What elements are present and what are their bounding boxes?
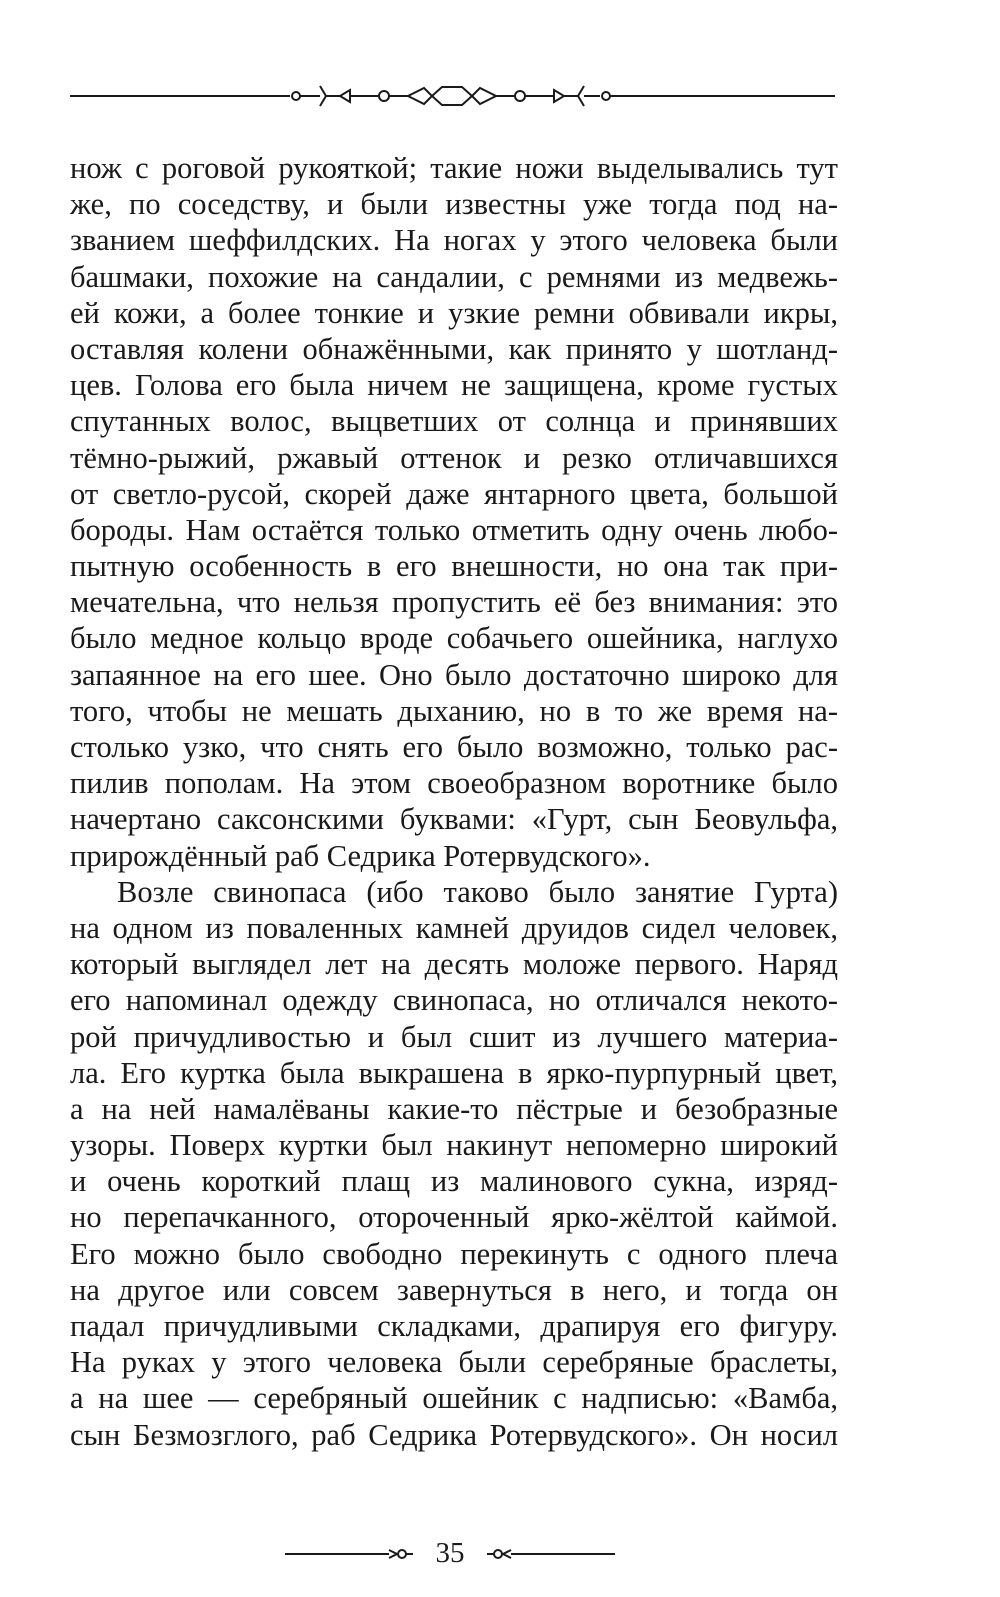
text-line-paragraph-start: Возле свинопаса (ибо таково было занятие Гурта) [117,874,838,909]
text-line: падал причудливыми складками, драпируя его фигуру. [70,1309,838,1343]
text-line: запаянное на его шее. Оно было достаточно широко для [70,657,838,692]
text-line: и очень короткий плащ из малинового сукна, изряд- [70,1164,838,1199]
text-line: мечательна, что нельзя пропустить её без внимания: это [70,585,838,620]
text-line: а на ней намалёваны какие-то пёстрые и безобразные [70,1091,838,1126]
text-line: пилив пополам. На этом своеобразном воротнике было [70,766,838,801]
text-line: тёмно-рыжий, ржавый оттенок и резко отличавшихся [70,440,838,475]
text-line: на другое или совсем завернуться в него, и тогда он [70,1272,838,1307]
text-line: рой причудливостью и был сшит из лучшего материа- [70,1019,838,1054]
text-line: башмаки, похожие на сандалии, с ремнями из медвежь- [70,259,838,294]
text-line: его напоминал одежду свинопаса, но отличался некото- [70,983,838,1018]
header-ornament [70,76,835,116]
text-line: но перепачканного, отороченный ярко-жёлтой каймой. [70,1200,838,1235]
text-line: Его можно было свободно перекинуть с одного плеча [70,1236,838,1271]
text-line: а на шее — серебряный ошейник с надписью: «Вамба, [70,1381,838,1416]
text-line: узоры. Поверх куртки был накинут непомерно широкий [70,1128,838,1163]
text-line: ла. Его куртка была выкрашена в ярко-пурпурный цвет, [70,1055,838,1090]
text-line: на одном из поваленных камней друидов сидел человек, [70,910,838,945]
text-line: цев. Голова его была ничем не защищена, кроме густых [70,368,838,403]
text-line: столько узко, что снять его было возможно, только рас- [70,730,838,764]
text-line: было медное кольцо вроде собачьего ошейника, наглухо [70,621,838,656]
text-line-paragraph-end: прирождённый раб Седрика Ротервудского». [70,838,651,873]
text-line: который выглядел лет на десять моложе первого. Наряд [70,947,838,982]
text-line: нож с роговой рукояткой; такие ножи выделывались тут [70,151,838,185]
text-line: спутанных волос, выцветших от солнца и принявших [70,404,838,439]
text-line: пытную особенность в его внешности, но она так при- [70,549,838,584]
text-line: На руках у этого человека были серебряные браслеты, [70,1345,838,1380]
text-line: званием шеффилдских. На ногах у этого человека были [70,223,838,258]
text-line: бороды. Нам остаётся только отметить одну очень любо- [70,512,838,547]
text-line: от светло-русой, скорей даже янтарного цвета, большой [70,476,838,511]
page-footer [285,1533,615,1573]
text-line: того, чтобы не мешать дыханию, но в то же время на- [70,693,838,728]
text-line: сын Безмозглого, раб Седрика Ротервудского». Он носил [70,1417,838,1452]
text-line: ей кожи, а более тонкие и узкие ремни обвивали икры, [70,295,838,330]
text-line: начертано саксонскими буквами: «Гурт, сын Беовульфа, [70,802,838,837]
text-line: оставляя колени обнажёнными, как принято у шотланд- [70,331,838,366]
page-text [70,150,838,1453]
text-line: же, по соседству, и были известны уже тогда под на- [70,187,838,222]
page-number: 35 [435,1537,465,1569]
